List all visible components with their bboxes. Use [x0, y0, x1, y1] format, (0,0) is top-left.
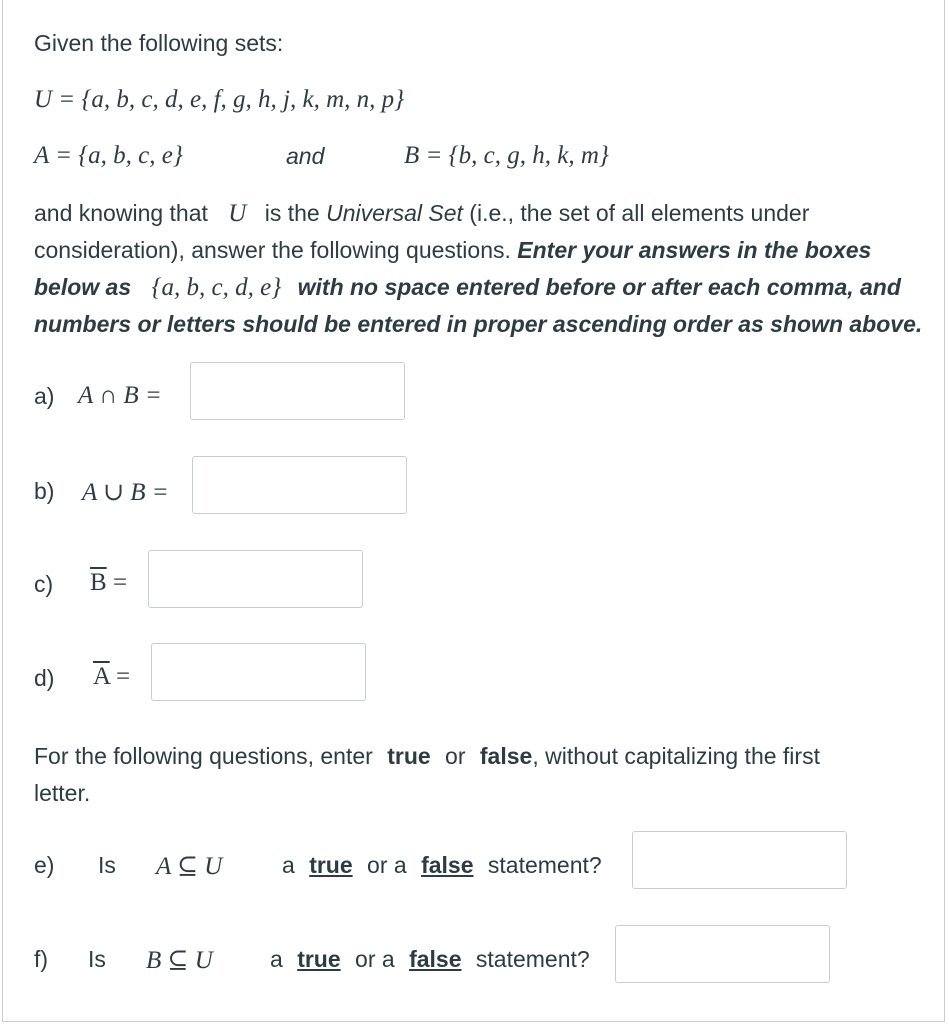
expr-c	[90, 569, 127, 597]
instr-bold: Enter your answers in the boxes	[517, 237, 872, 263]
instr-bold: below as	[34, 274, 132, 300]
set-u: U = {a, b, c, d, e, f, g, h, j, k, m, n, p}	[34, 86, 405, 113]
answer-a-input[interactable]	[190, 362, 405, 420]
text-a: a	[270, 946, 283, 972]
instructions-line-4	[34, 306, 922, 344]
label-f: f)	[34, 946, 49, 972]
instr-text: consideration), answer the following questions.	[34, 237, 511, 263]
instructions-line-3	[34, 269, 901, 307]
tf-intro-true: true	[387, 743, 431, 769]
instructions-line-2	[34, 232, 871, 270]
expr-a: A ∩ B =	[78, 382, 162, 409]
true-word: true	[309, 852, 353, 878]
label-c: c)	[34, 571, 54, 597]
equals-sign: =	[115, 663, 131, 690]
expr-e: A ⊆ U	[156, 853, 223, 880]
false-word: false	[409, 946, 462, 972]
instr-text: and knowing that	[34, 200, 208, 226]
instr-example: {a, b, c, d, e}	[151, 274, 282, 301]
instr-text: (i.e., the set of all elements under	[469, 200, 810, 226]
is-f: Is	[88, 946, 106, 972]
instr-u: U	[228, 200, 247, 227]
answer-b-input[interactable]	[192, 456, 407, 514]
and-text: and	[286, 143, 325, 169]
label-a: a)	[34, 383, 55, 409]
instr-bold: with no space entered before or after each comma, and	[297, 274, 901, 300]
tf-intro-line-1	[34, 738, 820, 776]
set-a: A = {a, b, c, e}	[34, 142, 183, 169]
answer-c-input[interactable]	[148, 550, 363, 608]
label-d: d)	[34, 665, 55, 691]
label-b: b)	[34, 478, 55, 504]
text-statement: statement?	[475, 946, 590, 972]
tf-intro-text: For the following questions, enter	[34, 743, 373, 769]
label-e: e)	[34, 852, 55, 878]
answer-d-input[interactable]	[151, 643, 366, 701]
intro-text: Given the following sets:	[34, 30, 284, 56]
answer-f-input[interactable]	[615, 925, 830, 983]
answer-e-input[interactable]	[632, 831, 847, 889]
text-or-a: or a	[367, 852, 407, 878]
tf-intro-or: or	[445, 743, 466, 769]
text-statement: statement?	[487, 852, 602, 878]
expr-b: A ∪ B =	[82, 479, 169, 506]
is-e: Is	[98, 852, 116, 878]
tf-intro-false: false	[479, 743, 533, 769]
text-a: a	[282, 852, 295, 878]
equals-sign: =	[112, 569, 128, 596]
statement-e	[282, 852, 602, 879]
complement-a: $\overline{A}$	[93, 663, 110, 690]
tf-intro-text: , without capitalizing the first	[532, 743, 820, 769]
set-b: B = {b, c, g, h, k, m}	[404, 142, 609, 169]
instr-text: is the	[264, 200, 320, 226]
text-or-a: or a	[355, 946, 395, 972]
expr-f: B ⊆ U	[146, 947, 213, 974]
tf-intro-line-2: letter.	[34, 780, 91, 806]
instr-universal: Universal Set	[326, 200, 463, 226]
false-word: false	[421, 852, 474, 878]
complement-b: $\overline{B}$	[90, 569, 107, 596]
instructions-line-1	[34, 195, 809, 233]
statement-f	[270, 946, 590, 973]
expr-d	[93, 663, 130, 691]
true-word: true	[297, 946, 341, 972]
instr-bold: numbers or letters should be entered in proper ascending order as shown above.	[34, 311, 923, 337]
